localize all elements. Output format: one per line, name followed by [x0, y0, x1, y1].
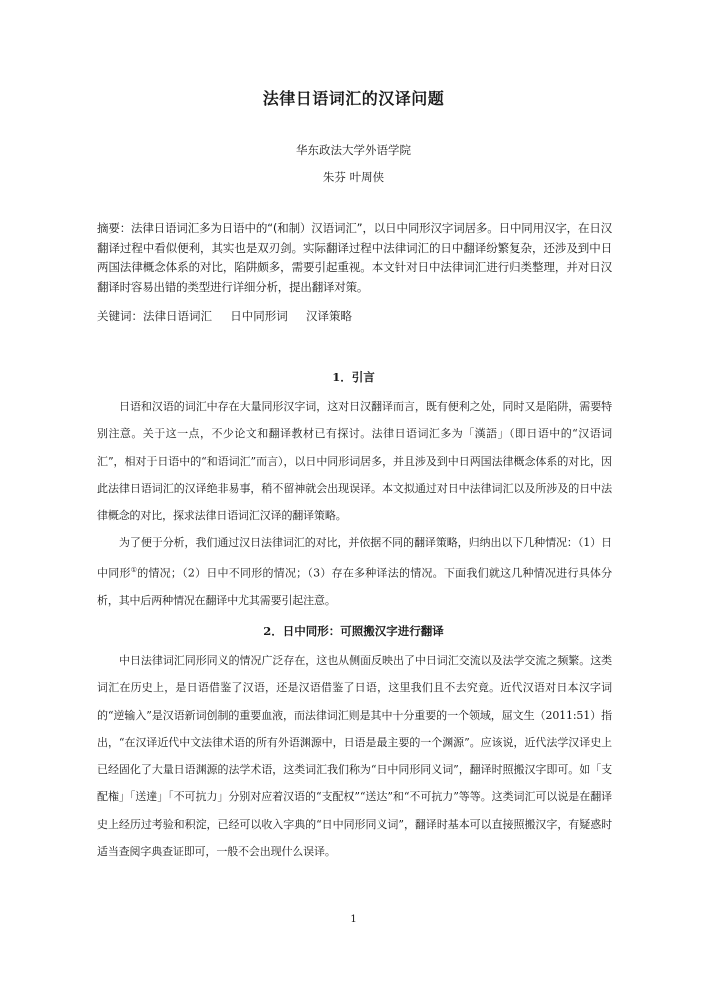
section-1-body	[97, 393, 612, 614]
abstract-text: 摘要：法律日语词汇多为日语中的“(和制）汉语词汇”，以日中同形汉字词居多。日中同用汉字，在日汉翻译过程中看似便利，其实也是双刃剑。实际翻译过程中法律词汇的日中翻译纷繁复杂，还涉及到中日两国法律概念体系的对比，陷阱颇多，需要引起重视。本文针对日中法律词汇进行归类整理，并对日汉翻译时容易出错的类型进行详细分析，提出翻译对策。	[97, 221, 612, 294]
section-2-paragraph-1: 中日法律词汇同形同义的情况广泛存在，这也从侧面反映出了中日词汇交流以及法学交流之频繁。这类词汇在历史上，是日语借鉴了汉语，还是汉语借鉴了日语，这里我们且不去究竟。近代汉语对日本汉字词的“逆输入”是汉语新词创制的重要血液，而法律词汇则是其中十分重要的一个领域，屈文生（2011:51）指出，“在汉译近代中文法律术语的所有外语渊源中，日语是最主要的一个渊源”。应该说，近代法学汉译史上已经固化了大量日语渊源的法学术语，这类词汇我们称为“日中同形同义词”，翻译时照搬汉字即可。如「支配権」「送達」「不可抗力」分别对应着汉语的“支配权”“送达”和“不可抗力”等等。这类词汇可以说是在翻译史上经历过考验和积淀，已经可以收入字典的“日中同形同义词”，翻译时基本可以直接照搬汉字，有疑惑时适当查阅字典查证即可，一般不会出现什么误译。	[97, 654, 612, 859]
section-2-heading: 2．日中同形：可照搬汉字进行翻译	[263, 624, 444, 638]
paragraph-text: 为了便于分析，我们通过汉日法律词汇的对比，并依据不同的翻译策略，归纳出以下几种情况：（1）日中同形	[97, 536, 612, 580]
section-1-paragraph-2	[97, 529, 612, 614]
paragraph-text: 的情况；（2）日中不同形的情况；（3）存在多种译法的情况。下面我们就这几种情况进行具体分析，其中后两种情况在翻译中尤其需要引起注意。	[97, 566, 612, 607]
keywords: 关键词：法律日语词汇 日中同形词 汉译策略	[97, 309, 353, 323]
section-1-heading: 1．引言	[332, 370, 375, 384]
footnote-marker[interactable]: ①	[130, 565, 138, 574]
author-affiliation: 华东政法大学外语学院	[296, 143, 411, 157]
page-number: 1	[350, 914, 357, 925]
paper-title: 法律日语词汇的汉译问题	[262, 89, 445, 108]
author-names: 朱芬 叶周侠	[322, 170, 385, 184]
section-2-body	[97, 647, 612, 865]
section-1-paragraph-1: 日语和汉语的词汇中存在大量同形汉字词，这对日汉翻译而言，既有便利之处，同时又是陷阱，需要特别注意。关于这一点，不少论文和翻译教材已有探讨。法律日语词汇多为「漢語」（即日语中的“汉语词汇”，相对于日语中的“和语词汇”而言），以日中同形词居多，并且涉及到中日两国法律概念体系的对比，因此法律日语词汇的汉译绝非易事，稍不留神就会出现误译。本文拟通过对日中法律词汇以及所涉及的日中法律概念的对比，探求法律日语词汇汉译的翻译策略。	[97, 400, 612, 523]
abstract	[97, 219, 612, 297]
